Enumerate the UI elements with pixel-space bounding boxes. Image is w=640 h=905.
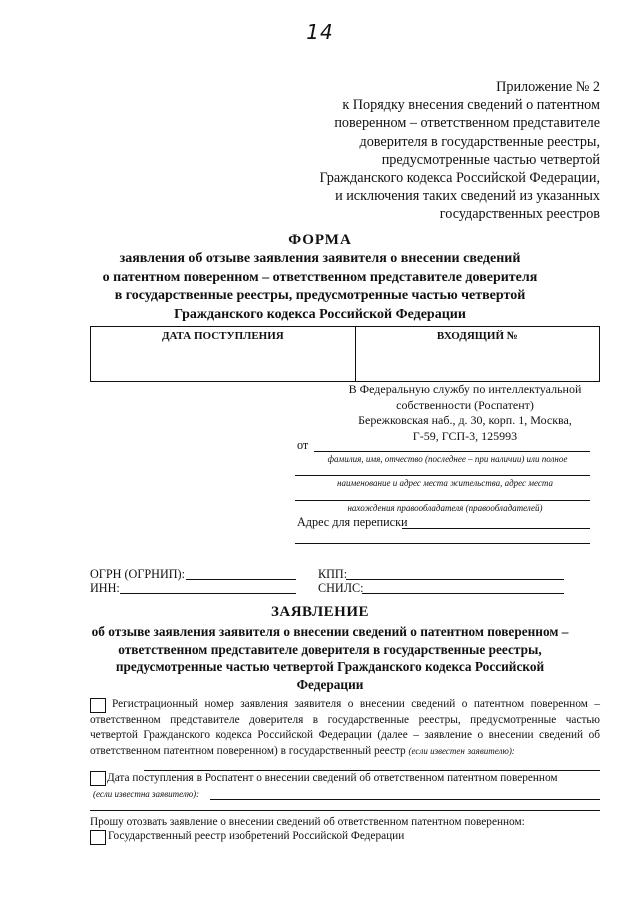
appendix-line: предусмотренные частью четвертой: [381, 151, 600, 168]
correspondence-label: Адрес для переписки: [297, 515, 408, 529]
inn-label: ИНН:: [90, 581, 120, 595]
inventions-registry-checkbox[interactable]: [90, 830, 106, 845]
form-title: ФОРМА: [288, 232, 352, 248]
form-subtitle: [60, 250, 580, 324]
ogrn-label: ОГРН (ОГРНИП):: [90, 567, 186, 581]
from-hint: нахождения правообладателя (правообладателей): [347, 503, 543, 513]
kpp-label: КПП:: [318, 567, 348, 581]
option2-text: Дата поступления в Роспатент о внесении сведений об ответственном патентном поверенном: [107, 772, 558, 784]
statement-subtitle-line: предусмотренные частью четвертой Гражданского кодекса Российской: [115, 659, 545, 674]
statement-subtitle-line: Федерации: [296, 676, 364, 692]
from-field-line[interactable]: [314, 451, 590, 452]
form-subtitle-line: заявления об отзыве заявления заявителя о внесении сведений: [119, 251, 521, 266]
kpp-field[interactable]: [346, 579, 564, 580]
form-subtitle-line: о патентном поверенном – ответственном представителе доверителя: [102, 269, 538, 285]
inn-field[interactable]: [120, 593, 296, 594]
option1-note: (если известен: [408, 745, 465, 756]
intake-table: [90, 326, 600, 382]
from-field-line[interactable]: [295, 500, 590, 501]
form-subtitle-line: в государственные реестры, предусмотренные частью четвертой: [114, 288, 526, 303]
appendix-header: [270, 78, 600, 224]
appendix-line: к Порядку внесения сведений о патентном: [342, 97, 600, 114]
from-field-line[interactable]: [295, 475, 590, 476]
option1-note: заявителю):: [467, 745, 515, 756]
section-divider: [90, 810, 600, 811]
snils-field[interactable]: [362, 593, 564, 594]
date-received-cell[interactable]: ДАТА ПОСТУПЛЕНИЯ: [91, 327, 356, 382]
option1-text: [90, 697, 600, 759]
appendix-line: поверенном – ответственном представителе: [334, 115, 600, 132]
ogrn-field[interactable]: [186, 579, 296, 580]
statement-subtitle: [60, 623, 600, 693]
appendix-line: и исключения таких сведений из указанных: [335, 188, 600, 205]
page-number: 14: [306, 20, 334, 44]
from-hint: наименование и адрес места жительства, адрес места: [336, 478, 554, 488]
addressee-block: [330, 382, 600, 444]
form-subtitle-line: Гражданского кодекса Российской Федерации: [174, 306, 466, 322]
option2-note: (если известна заявителю):: [93, 789, 200, 799]
incoming-number-cell[interactable]: ВХОДЯЩИЙ №: [355, 327, 599, 382]
addressee-line: В Федеральную службу по интеллектуальной: [348, 382, 582, 396]
addressee-line: собственности (Роспатент): [396, 397, 534, 412]
from-hint: фамилия, имя, отчество (последнее – при наличии) или полное: [327, 454, 568, 464]
request-text: Прошу отозвать заявление о внесении сведений об ответственном патентном поверенном:: [90, 816, 525, 828]
from-label: от: [297, 438, 309, 452]
correspondence-field[interactable]: [295, 543, 590, 544]
appendix-line: государственных реестров: [439, 206, 600, 223]
appendix-line: Гражданского кодекса Российской Федерации,: [319, 170, 600, 187]
correspondence-field[interactable]: [402, 528, 590, 529]
addressee-line: Бережковская наб., д. 30, корп. 1, Москва,: [358, 413, 572, 427]
appendix-line: Приложение № 2: [496, 79, 600, 95]
receipt-date-checkbox[interactable]: [90, 771, 106, 786]
option1-main-text: Регистрационный номер заявления заявителя о внесении сведений о патентном поверенном – ответственном представителе доверителя в государственные реестры, предусмотренные частью четвертой Гражданского кодекса Российской Федерации (далее – заявление о внесении сведений об ответственном патентном поверенном) в государственный реестр: [90, 698, 600, 757]
statement-subtitle-line: ответственном представителе доверителя в государственные реестры,: [118, 641, 542, 657]
statement-title: ЗАЯВЛЕНИЕ: [270, 604, 370, 620]
statement-subtitle-line: об отзыве заявления заявителя о внесении сведений о патентном поверенном –: [91, 624, 569, 639]
receipt-date-field[interactable]: [210, 799, 600, 800]
registry-option-label: Государственный реестр изобретений Российской Федерации: [108, 830, 405, 842]
snils-label: СНИЛС:: [318, 581, 364, 595]
appendix-line: доверителя в государственные реестры,: [359, 133, 600, 150]
addressee-line: Г-59, ГСП-3, 125993: [412, 428, 518, 443]
